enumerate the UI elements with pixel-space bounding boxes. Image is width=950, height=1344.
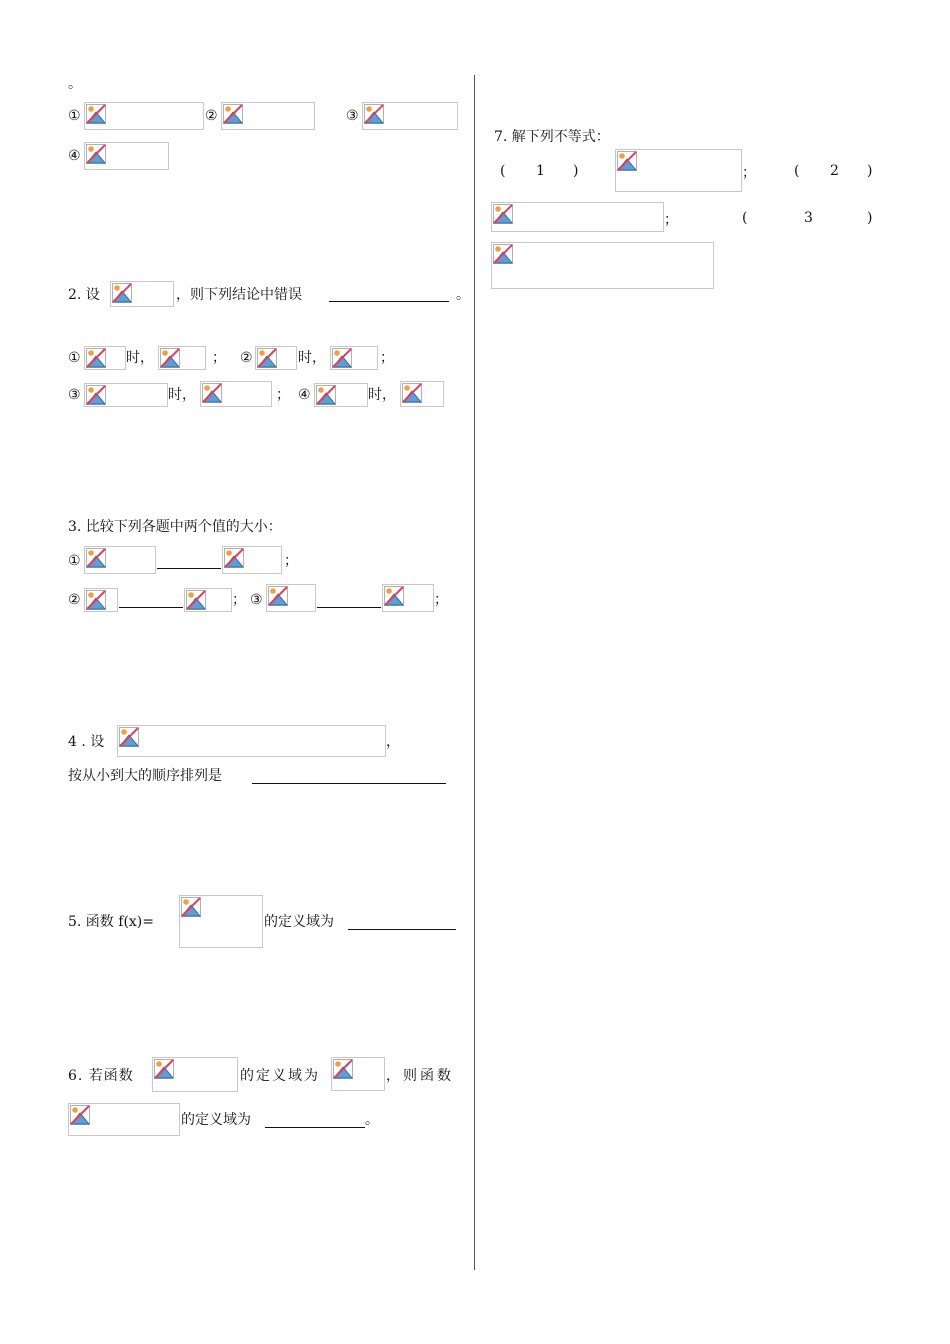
semicolon: ； <box>276 387 290 403</box>
paren-close: ) <box>867 163 873 179</box>
problem-5-suffix: 的定义域为 <box>264 914 334 930</box>
shi-text: 时， <box>368 387 396 403</box>
broken-image-icon <box>179 895 263 948</box>
option-label-1: ① <box>68 108 81 124</box>
broken-image-icon <box>158 346 206 370</box>
broken-image-icon <box>184 588 232 612</box>
shi-text: 时， <box>298 350 326 366</box>
semicolon: ； <box>742 165 756 181</box>
problem-6-mid: 的定义域为 <box>240 1068 320 1084</box>
paren-open: ( <box>794 163 800 179</box>
comma: ， <box>386 734 400 750</box>
choice-label-4: ④ <box>298 387 311 403</box>
period-mark: 。 <box>68 76 82 92</box>
broken-image-icon <box>382 584 434 612</box>
problem-3-stem: 3. 比较下列各题中两个值的大小： <box>68 519 282 535</box>
answer-blank[interactable] <box>119 607 183 608</box>
broken-image-icon <box>84 546 156 574</box>
paren-open: ( <box>500 163 506 179</box>
problem-6-end: 。 <box>365 1112 379 1128</box>
shi-text: 时， <box>168 387 196 403</box>
broken-image-icon <box>84 588 118 612</box>
choice-label-3: ③ <box>68 387 81 403</box>
broken-image-icon <box>68 1103 180 1136</box>
broken-image-icon <box>117 725 386 757</box>
item-number: 1 <box>536 163 545 179</box>
semicolon: ； <box>664 212 678 228</box>
answer-blank[interactable] <box>157 568 221 569</box>
problem-2-stem-mid: ，则下列结论中错误 <box>176 287 302 303</box>
broken-image-icon <box>491 202 664 232</box>
broken-image-icon <box>84 383 168 407</box>
problem-2-stem: 2. 设 <box>68 287 100 303</box>
problem-6-stem: 6. 若函数 <box>68 1068 134 1084</box>
broken-image-icon <box>400 381 444 407</box>
broken-image-icon <box>222 546 282 574</box>
problem-2-stem-end: 。 <box>456 287 470 303</box>
column-divider <box>474 75 475 1270</box>
answer-blank[interactable] <box>329 301 449 302</box>
compare-label-2: ② <box>68 592 81 608</box>
shi-text: 时， <box>126 350 154 366</box>
option-label-4: ④ <box>68 148 81 164</box>
answer-blank[interactable] <box>252 783 446 784</box>
paren-open: ( <box>742 210 748 226</box>
broken-image-icon <box>200 381 272 407</box>
broken-image-icon <box>615 149 742 192</box>
broken-image-icon <box>255 346 297 370</box>
semicolon: ； <box>434 592 448 608</box>
option-label-2: ② <box>205 108 218 124</box>
answer-blank[interactable] <box>348 929 456 930</box>
broken-image-icon <box>84 346 126 370</box>
broken-image-icon <box>491 242 714 289</box>
broken-image-icon <box>362 102 458 130</box>
semicolon: ； <box>380 350 394 366</box>
compare-label-3: ③ <box>250 592 263 608</box>
broken-image-icon <box>84 142 169 170</box>
semicolon: ； <box>232 592 246 608</box>
broken-image-icon <box>84 102 204 130</box>
answer-blank[interactable] <box>317 607 381 608</box>
paren-close: ) <box>573 163 579 179</box>
problem-4-stem: 4 . 设 <box>68 734 105 750</box>
broken-image-icon <box>266 584 316 612</box>
choice-label-2: ② <box>240 350 253 366</box>
broken-image-icon <box>110 281 174 307</box>
broken-image-icon <box>331 1057 385 1091</box>
paren-close: ) <box>867 210 873 226</box>
problem-4-line2: 按从小到大的顺序排列是 <box>68 768 222 784</box>
choice-label-1: ① <box>68 350 81 366</box>
item-number: 2 <box>830 163 839 179</box>
semicolon: ； <box>284 553 298 569</box>
broken-image-icon <box>330 346 378 370</box>
broken-image-icon <box>314 383 368 407</box>
broken-image-icon <box>221 102 315 130</box>
compare-label-1: ① <box>68 553 81 569</box>
item-number: 3 <box>804 210 813 226</box>
broken-image-icon <box>152 1057 238 1092</box>
semicolon: ； <box>212 350 226 366</box>
problem-6-suffix: 的定义域为 <box>181 1112 251 1128</box>
problem-6-mid2: ，则函数 <box>386 1068 454 1084</box>
problem-7-stem: 7. 解下列不等式： <box>494 129 610 145</box>
answer-blank[interactable] <box>265 1127 365 1128</box>
problem-5-stem: 5. 函数 f(x)= <box>68 914 154 930</box>
option-label-3: ③ <box>346 108 359 124</box>
